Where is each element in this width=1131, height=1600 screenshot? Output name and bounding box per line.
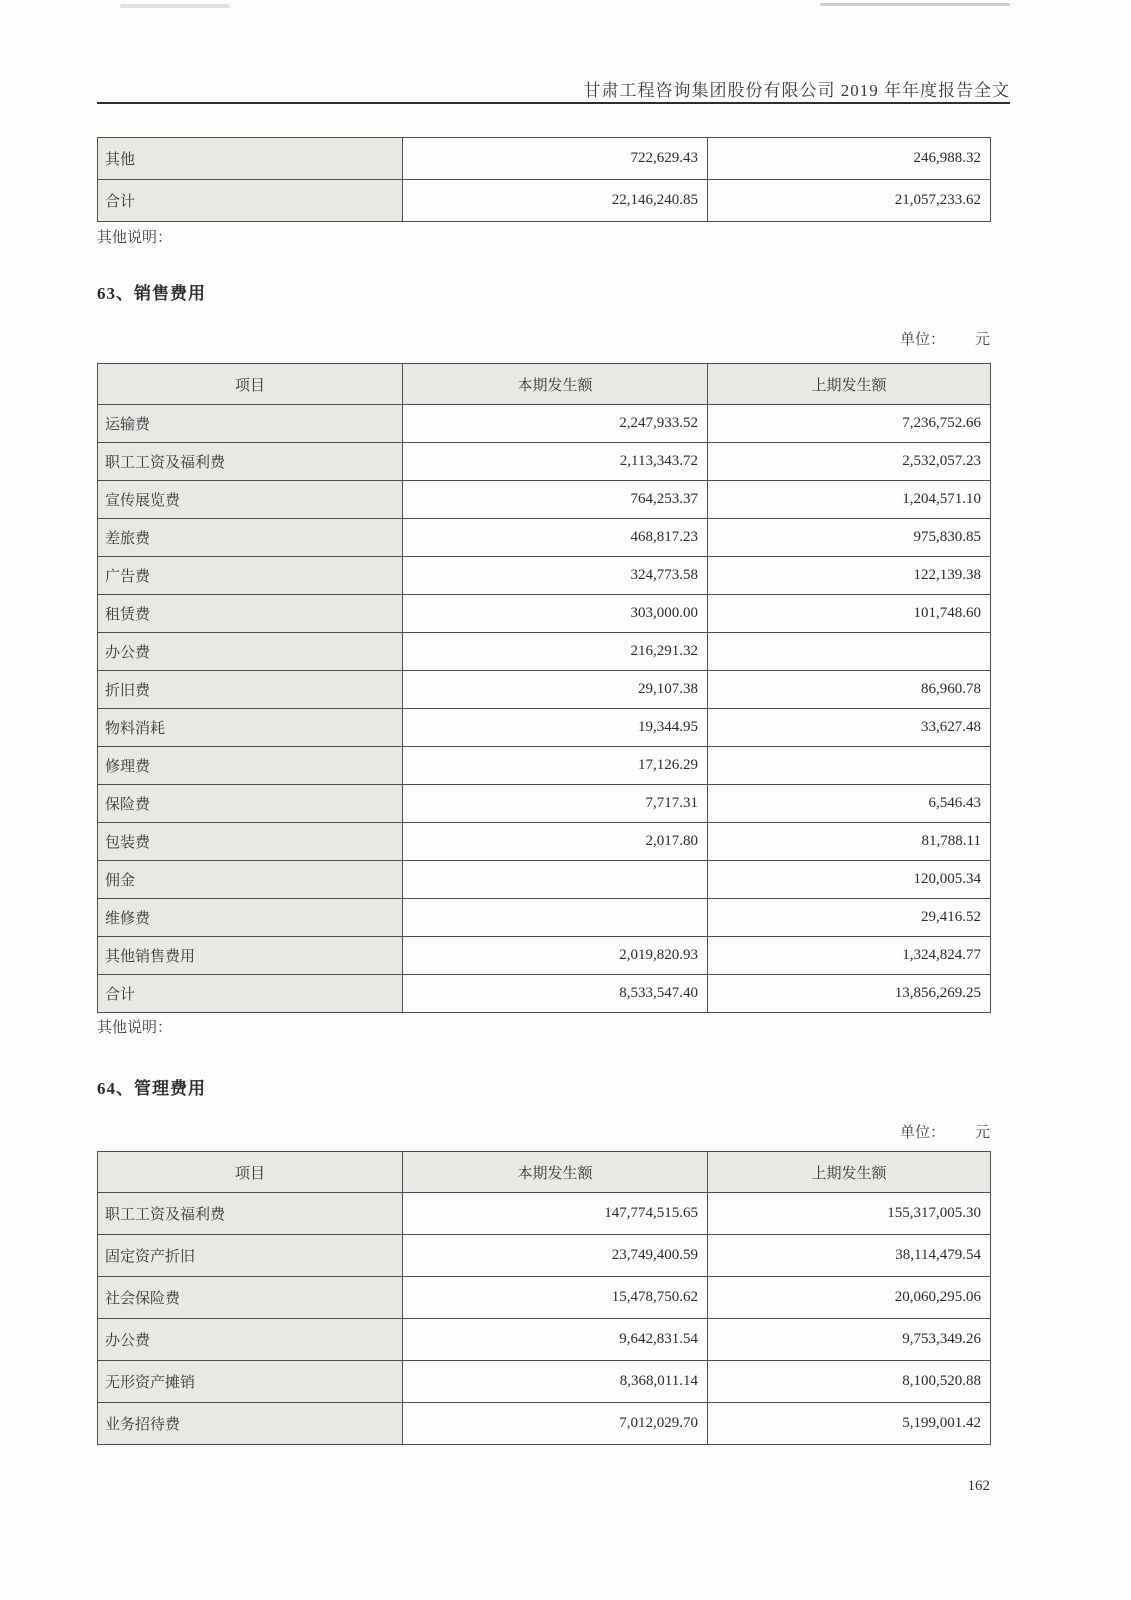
other-note-label: 其他说明： [97, 1020, 173, 1036]
row-value-cell: 155,317,005.30 [708, 1193, 991, 1235]
column-header-prior-period: 上期发生额 [708, 1152, 991, 1193]
row-value-cell: 764,253.37 [403, 481, 708, 519]
table-row [98, 557, 991, 595]
table-row [98, 481, 991, 519]
row-value-cell: 7,236,752.66 [708, 405, 991, 443]
row-value-cell: 5,199,001.42 [708, 1403, 991, 1445]
table-row [98, 1235, 991, 1277]
row-value-cell: 8,533,547.40 [403, 975, 708, 1013]
row-value-cell: 1,204,571.10 [708, 481, 991, 519]
table-row [98, 899, 991, 937]
table-row [98, 937, 991, 975]
unit-line-64 [97, 1121, 990, 1142]
scan-artifact [120, 4, 230, 8]
row-label-cell: 运输费 [98, 405, 403, 443]
row-value-cell: 101,748.60 [708, 595, 991, 633]
row-label-cell: 社会保险费 [98, 1277, 403, 1319]
row-value-cell: 147,774,515.65 [403, 1193, 708, 1235]
page-number: 162 [967, 1478, 990, 1494]
table-row [98, 443, 991, 481]
column-header-current-period: 本期发生额 [403, 364, 708, 405]
table-row [98, 138, 991, 180]
row-value-cell: 975,830.85 [708, 519, 991, 557]
row-value-cell: 216,291.32 [403, 633, 708, 671]
row-label-cell: 无形资产摊销 [98, 1361, 403, 1403]
row-value-cell: 246,988.32 [708, 138, 991, 180]
row-value-cell: 303,000.00 [403, 595, 708, 633]
row-label-cell: 职工工资及福利费 [98, 443, 403, 481]
row-label-cell: 广告费 [98, 557, 403, 595]
table-row [98, 785, 991, 823]
table-row [98, 1277, 991, 1319]
table-header-row [98, 1152, 991, 1193]
row-label-cell: 佣金 [98, 861, 403, 899]
table-row [98, 595, 991, 633]
row-value-cell: 81,788.11 [708, 823, 991, 861]
column-header-prior-period: 上期发生额 [708, 364, 991, 405]
row-value-cell: 22,146,240.85 [403, 180, 708, 222]
table-row [98, 823, 991, 861]
row-label-cell: 办公费 [98, 1319, 403, 1361]
row-value-cell [403, 899, 708, 937]
unit-label: 单位： [899, 332, 945, 348]
row-value-cell: 29,416.52 [708, 899, 991, 937]
row-value-cell: 6,546.43 [708, 785, 991, 823]
row-value-cell: 38,114,479.54 [708, 1235, 991, 1277]
table-row [98, 519, 991, 557]
row-value-cell: 9,642,831.54 [403, 1319, 708, 1361]
row-value-cell [708, 633, 991, 671]
column-header-item: 项目 [98, 1152, 403, 1193]
row-value-cell: 122,139.38 [708, 557, 991, 595]
row-value-cell: 17,126.29 [403, 747, 708, 785]
header-rule [97, 102, 1010, 104]
row-value-cell: 120,005.34 [708, 861, 991, 899]
row-value-cell: 13,856,269.25 [708, 975, 991, 1013]
row-value-cell: 2,019,820.93 [403, 937, 708, 975]
row-value-cell: 33,627.48 [708, 709, 991, 747]
row-value-cell: 7,012,029.70 [403, 1403, 708, 1445]
row-label-cell: 业务招待费 [98, 1403, 403, 1445]
sales-expense-table [97, 363, 991, 1013]
table-row [98, 405, 991, 443]
table-row [98, 180, 991, 222]
table-header-row [98, 364, 991, 405]
row-value-cell: 8,368,011.14 [403, 1361, 708, 1403]
row-label-cell: 折旧费 [98, 671, 403, 709]
row-value-cell: 21,057,233.62 [708, 180, 991, 222]
row-label-cell: 差旅费 [98, 519, 403, 557]
row-value-cell: 722,629.43 [403, 138, 708, 180]
table-row [98, 671, 991, 709]
row-label-cell: 职工工资及福利费 [98, 1193, 403, 1235]
table-row [98, 1403, 991, 1445]
unit-value: 元 [974, 1125, 990, 1141]
scan-artifact [820, 3, 1010, 6]
row-value-cell: 2,247,933.52 [403, 405, 708, 443]
row-value-cell: 7,717.31 [403, 785, 708, 823]
page-header-title: 甘肃工程咨询集团股份有限公司 2019 年年度报告全文 [583, 81, 1010, 100]
row-value-cell: 9,753,349.26 [708, 1319, 991, 1361]
row-label-cell: 合计 [98, 975, 403, 1013]
table-row [98, 1319, 991, 1361]
other-note-label: 其他说明： [97, 230, 173, 246]
table-row [98, 747, 991, 785]
row-label-cell: 办公费 [98, 633, 403, 671]
admin-expense-table [97, 1151, 991, 1445]
column-header-current-period: 本期发生额 [403, 1152, 708, 1193]
row-value-cell: 15,478,750.62 [403, 1277, 708, 1319]
table-row [98, 633, 991, 671]
table-row [98, 1193, 991, 1235]
row-label-cell: 包装费 [98, 823, 403, 861]
row-value-cell [708, 747, 991, 785]
row-label-cell: 宣传展览费 [98, 481, 403, 519]
row-value-cell: 468,817.23 [403, 519, 708, 557]
section-title-63: 63、销售费用 [97, 284, 206, 303]
row-value-cell: 2,113,343.72 [403, 443, 708, 481]
row-value-cell [403, 861, 708, 899]
row-value-cell: 29,107.38 [403, 671, 708, 709]
row-value-cell: 8,100,520.88 [708, 1361, 991, 1403]
row-value-cell: 2,017.80 [403, 823, 708, 861]
row-value-cell: 1,324,824.77 [708, 937, 991, 975]
row-value-cell: 19,344.95 [403, 709, 708, 747]
unit-line-63 [97, 328, 990, 349]
row-label-cell: 修理费 [98, 747, 403, 785]
row-value-cell: 2,532,057.23 [708, 443, 991, 481]
row-value-cell: 20,060,295.06 [708, 1277, 991, 1319]
row-label-cell: 保险费 [98, 785, 403, 823]
row-label-cell: 合计 [98, 180, 403, 222]
continuation-expense-table [97, 137, 991, 222]
row-value-cell: 23,749,400.59 [403, 1235, 708, 1277]
table-row [98, 861, 991, 899]
table-row [98, 1361, 991, 1403]
unit-value: 元 [974, 332, 990, 348]
column-header-item: 项目 [98, 364, 403, 405]
table-row [98, 709, 991, 747]
row-label-cell: 租赁费 [98, 595, 403, 633]
row-label-cell: 维修费 [98, 899, 403, 937]
table-row [98, 975, 991, 1013]
unit-label: 单位： [899, 1125, 945, 1141]
section-title-64: 64、管理费用 [97, 1079, 206, 1098]
row-label-cell: 固定资产折旧 [98, 1235, 403, 1277]
row-value-cell: 86,960.78 [708, 671, 991, 709]
row-label-cell: 其他 [98, 138, 403, 180]
row-label-cell: 其他销售费用 [98, 937, 403, 975]
row-value-cell: 324,773.58 [403, 557, 708, 595]
row-label-cell: 物料消耗 [98, 709, 403, 747]
